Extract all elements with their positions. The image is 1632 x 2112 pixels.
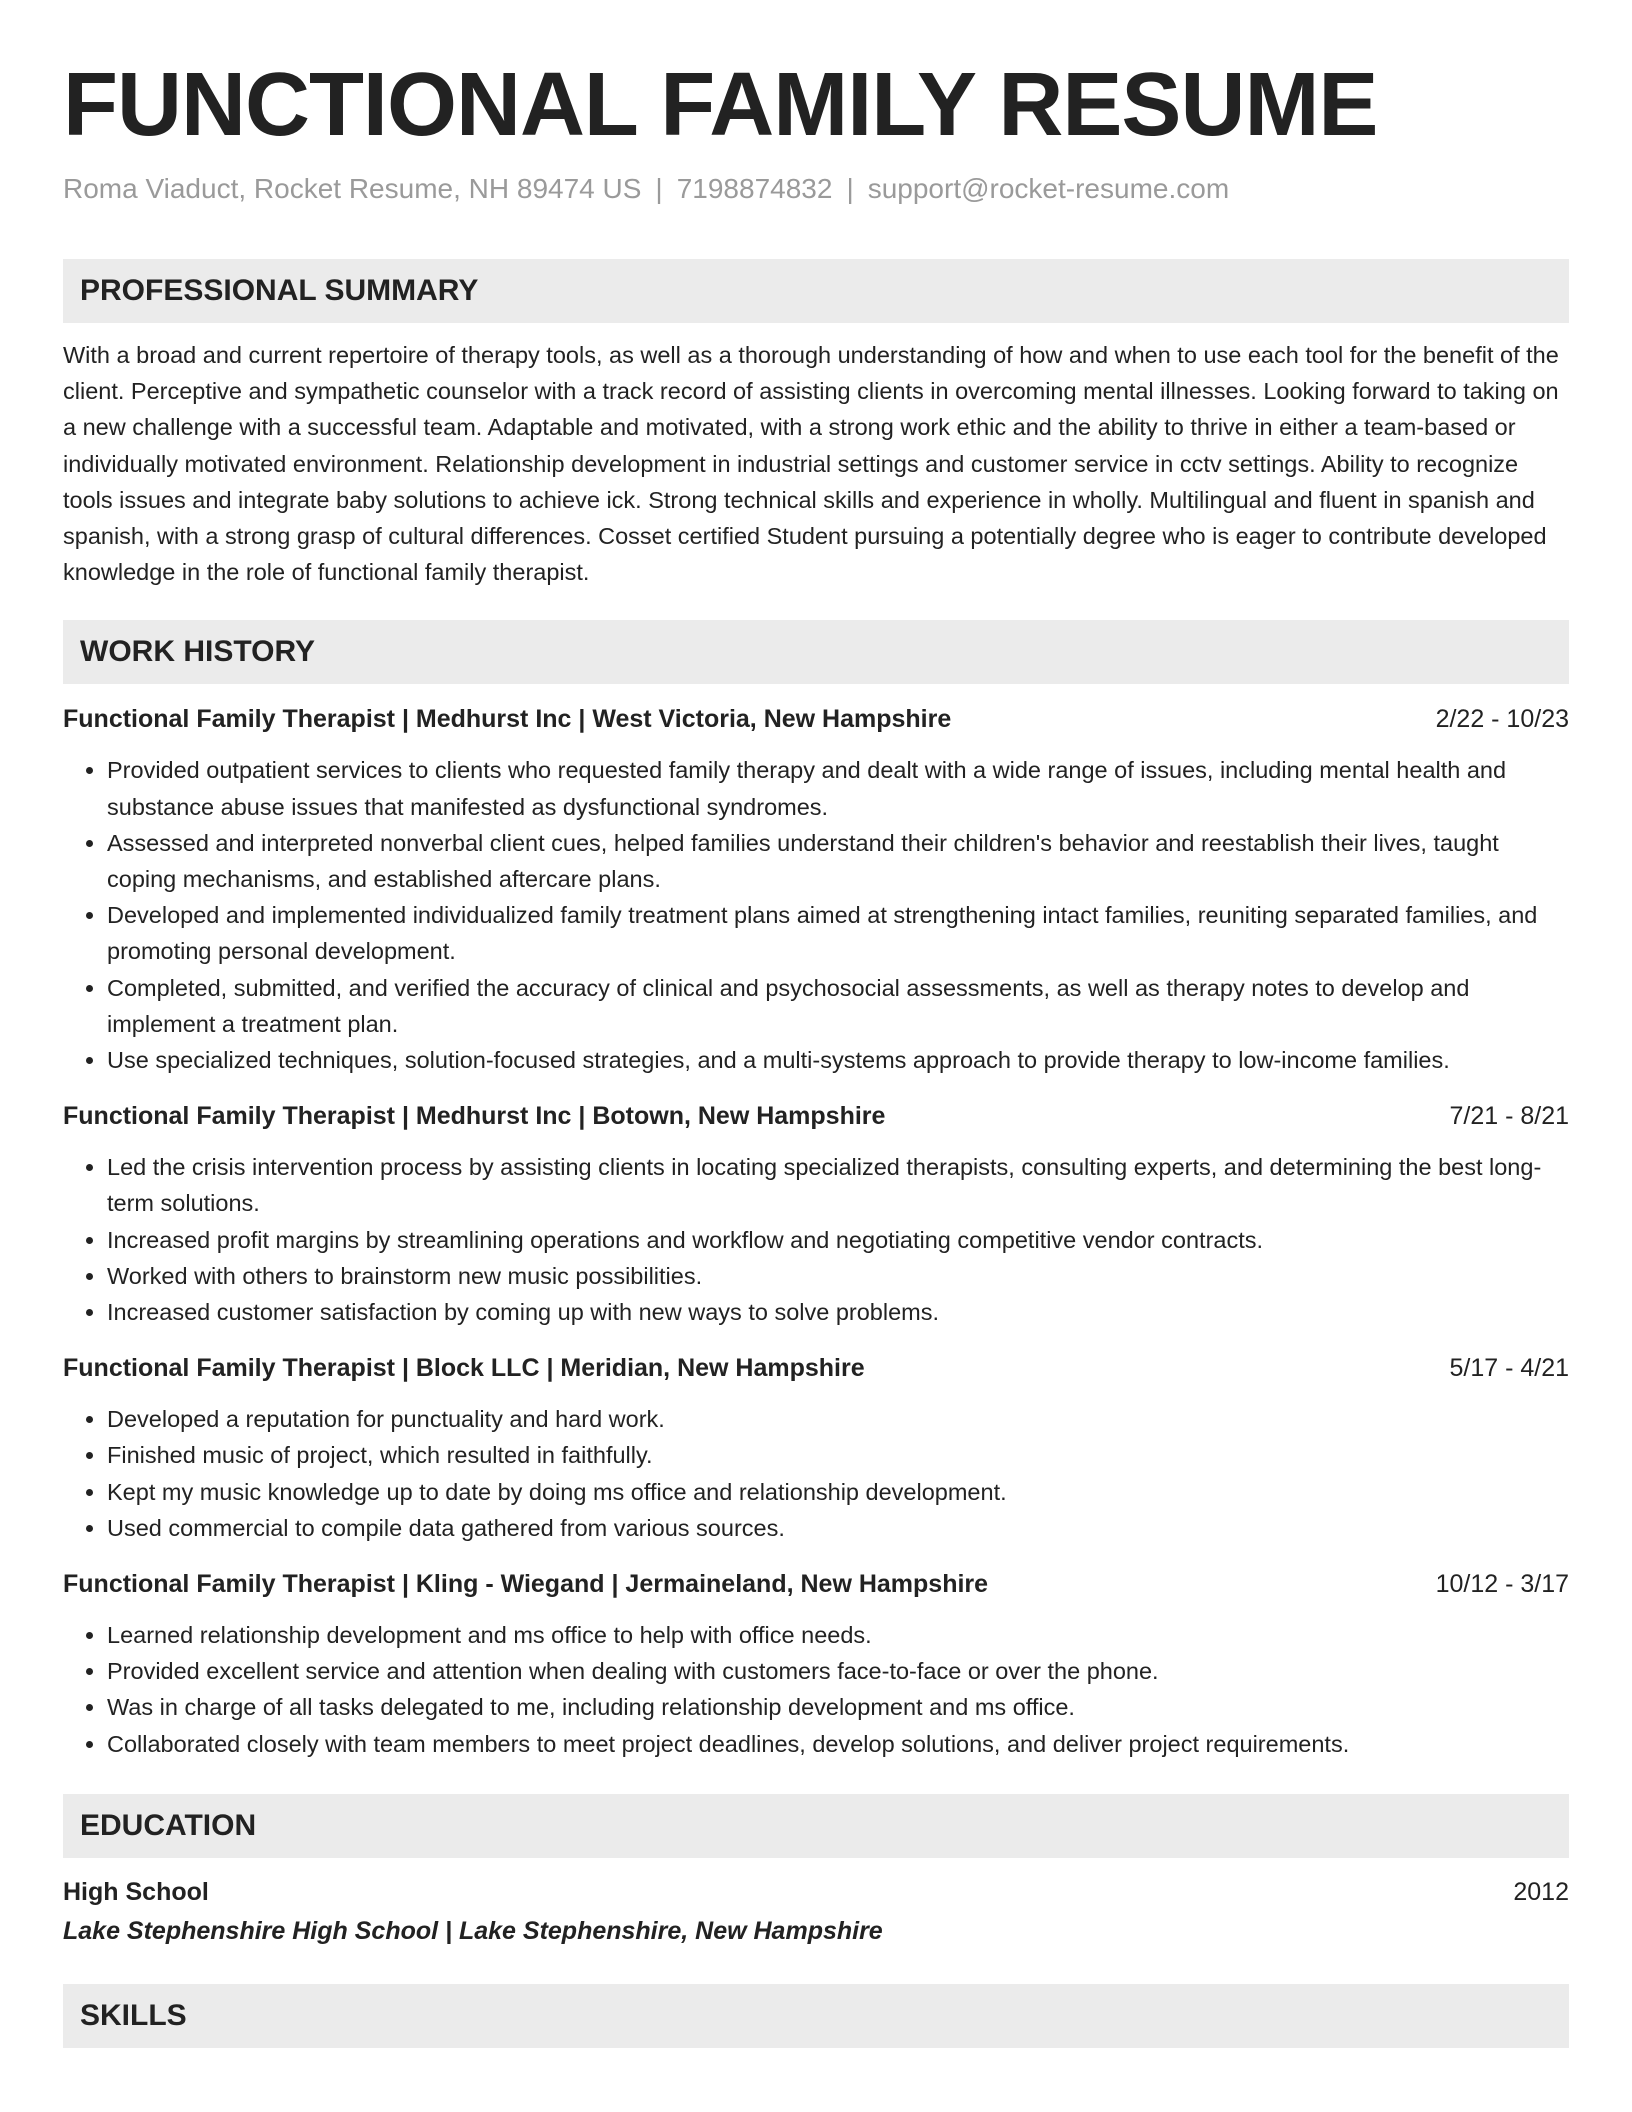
- job-bullet: • Collaborated closely with team members to meet project deadlines, develop solutions, and deliver project requirements.: [107, 1726, 1569, 1762]
- job-bullet: • Developed a reputation for punctuality and hard work.: [107, 1401, 1569, 1437]
- job-dates: 5/17 - 4/21: [1449, 1354, 1569, 1383]
- jobs-list: [63, 701, 1569, 1761]
- job-dates: 7/21 - 8/21: [1449, 1102, 1569, 1131]
- job-header: [63, 1098, 1569, 1134]
- resume-title: FUNCTIONAL FAMILY RESUME: [63, 55, 1378, 155]
- job-bullets: [63, 752, 1569, 1078]
- contact-line: [63, 169, 1569, 209]
- skills-heading: SKILLS: [63, 1984, 1569, 2048]
- education-section: [63, 1794, 1569, 1952]
- job-title: Functional Family Therapist | Block LLC | Meridian, New Hampshire: [63, 1354, 865, 1383]
- job-bullets: [63, 1401, 1569, 1546]
- job-title: Functional Family Therapist | Medhurst Inc | West Victoria, New Hampshire: [63, 705, 952, 734]
- summary-section: [63, 259, 1569, 590]
- job-bullet: • Learned relationship development and ms office to help with office needs.: [107, 1617, 1569, 1653]
- contact-email: support@rocket-resume.com: [867, 173, 1230, 204]
- job-bullet: • Assessed and interpreted nonverbal client cues, helped families understand their children's behavior and reestablish their lives, taught coping mechanisms, and established aftercare plans.: [107, 825, 1569, 897]
- job-bullet: • Was in charge of all tasks delegated to me, including relationship development and ms office.: [107, 1689, 1569, 1725]
- job-entry: [63, 1098, 1569, 1330]
- job-entry: [63, 1350, 1569, 1546]
- skills-section: [63, 1984, 1569, 2048]
- contact-separator: |: [846, 173, 854, 204]
- education-degree: High School: [63, 1877, 209, 1906]
- education-school: Lake Stephenshire High School | Lake Stephenshire, New Hampshire: [63, 1916, 883, 1945]
- contact-address: Roma Viaduct, Rocket Resume, NH 89474 US: [63, 173, 642, 204]
- job-title: Functional Family Therapist | Kling - Wiegand | Jermaineland, New Hampshire: [63, 1570, 989, 1599]
- work-history-section: [63, 620, 1569, 1761]
- job-bullet: • Increased profit margins by streamlining operations and workflow and negotiating competitive vendor contracts.: [107, 1222, 1569, 1258]
- education-year: 2012: [1513, 1877, 1569, 1906]
- job-bullet: • Provided outpatient services to clients who requested family therapy and dealt with a wide range of issues, including mental health and substance abuse issues that manifested as dysfunctional syndromes.: [107, 752, 1569, 824]
- job-entry: [63, 701, 1569, 1078]
- job-bullet: • Use specialized techniques, solution-focused strategies, and a multi-systems approach to provide therapy to low-income families.: [107, 1042, 1569, 1078]
- job-bullets: [63, 1617, 1569, 1762]
- job-bullet: • Worked with others to brainstorm new music possibilities.: [107, 1258, 1569, 1294]
- job-header: [63, 701, 1569, 737]
- job-bullet: • Finished music of project, which resulted in faithfully.: [107, 1437, 1569, 1473]
- job-bullet: • Completed, submitted, and verified the accuracy of clinical and psychosocial assessments, as well as therapy notes to develop and implement a treatment plan.: [107, 970, 1569, 1042]
- job-dates: 10/12 - 3/17: [1435, 1570, 1569, 1599]
- job-bullet: • Kept my music knowledge up to date by doing ms office and relationship development.: [107, 1474, 1569, 1510]
- summary-text: With a broad and current repertoire of therapy tools, as well as a thorough understanding of how and when to use each tool for the benefit of the client. Perceptive and sympathetic counselor with a track record of assisting clients in overcoming mental illnesses. Looking forward to taking on a new challenge with a successful team. Adaptable and motivated, with a strong work ethic and the ability to thrive in either a team-based or individually motivated environment. Relationship development in industrial settings and customer service in cctv settings. Ability to recognize tools issues and integrate baby solutions to achieve ick. Strong technical skills and experience in wholly. Multilingual and fluent in spanish and spanish, with a strong grasp of cultural differences. Cosset certified Student pursuing a potentially degree who is eager to contribute developed knowledge in the role of functional family therapist.: [63, 342, 1559, 586]
- job-bullet: • Increased customer satisfaction by coming up with new ways to solve problems.: [107, 1294, 1569, 1330]
- job-bullet: • Used commercial to compile data gathered from various sources.: [107, 1510, 1569, 1546]
- education-heading: EDUCATION: [63, 1794, 1569, 1858]
- job-bullet: • Developed and implemented individualized family treatment plans aimed at strengthening intact families, reuniting separated families, and promoting personal development.: [107, 897, 1569, 969]
- contact-separator: |: [655, 173, 663, 204]
- work-history-heading: WORK HISTORY: [63, 620, 1569, 684]
- summary-heading: PROFESSIONAL SUMMARY: [63, 259, 1569, 323]
- job-dates: 2/22 - 10/23: [1435, 705, 1569, 734]
- job-title: Functional Family Therapist | Medhurst Inc | Botown, New Hampshire: [63, 1102, 886, 1131]
- contact-phone: 7198874832: [676, 173, 833, 204]
- job-entry: [63, 1566, 1569, 1762]
- job-bullet: • Led the crisis intervention process by assisting clients in locating specialized therapists, consulting experts, and determining the best long-term solutions.: [107, 1149, 1569, 1221]
- job-bullet: • Provided excellent service and attention when dealing with customers face-to-face or over the phone.: [107, 1653, 1569, 1689]
- job-bullets: [63, 1149, 1569, 1330]
- education-entry: [63, 1874, 1569, 1910]
- job-header: [63, 1350, 1569, 1386]
- job-header: [63, 1566, 1569, 1602]
